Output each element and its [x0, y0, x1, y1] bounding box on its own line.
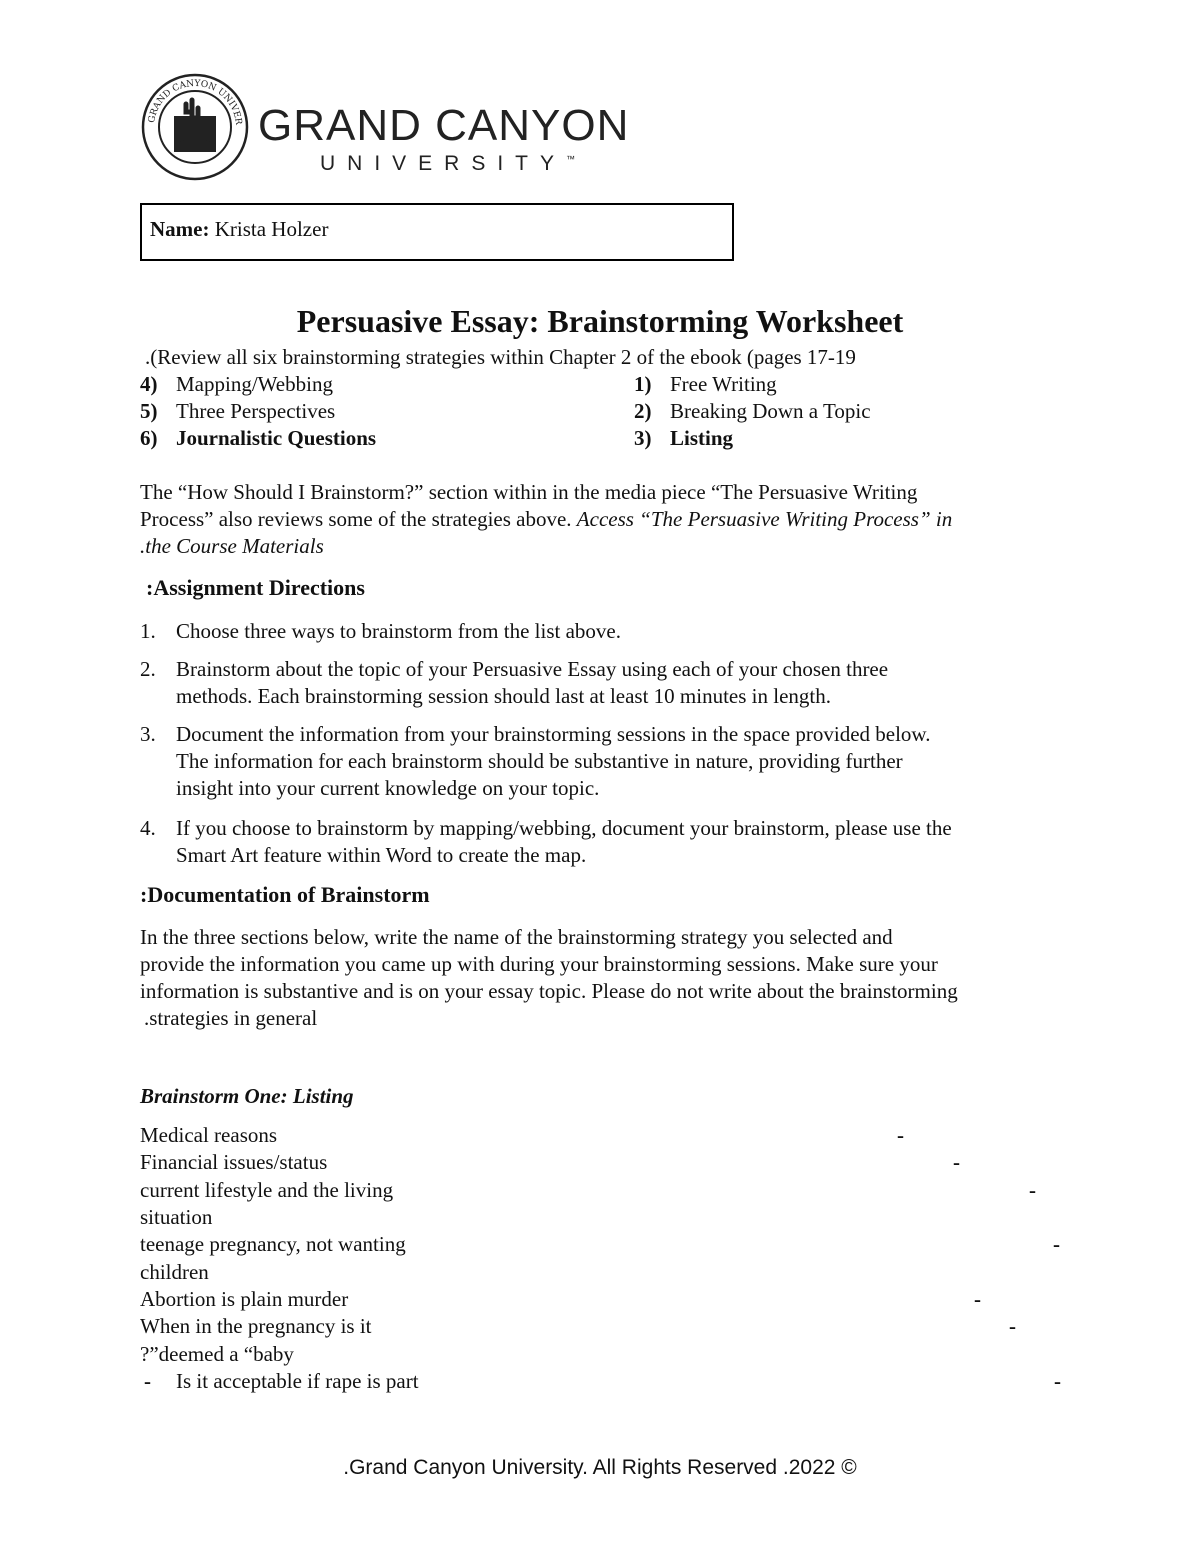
review-line: .(Review all six brainstorming strategies within Chapter 2 of the ebook (pages 17-19: [145, 345, 856, 369]
dash-marker: -: [974, 1287, 981, 1311]
list-item: Medical reasons: [140, 1123, 278, 1147]
documentation-paragraph: In the three sections below, write the name of the brainstorming strategy you selected and provide the information you came up with during your brainstorming sessions. Make sure your information is substantive and is on your essay topic. Please do not write about the brainstorming .strategies in general: [140, 925, 958, 1030]
university-wordmark: [258, 101, 630, 176]
dash-marker: -: [897, 1123, 904, 1147]
list-item: Is it acceptable if rape is part: [176, 1369, 419, 1393]
strategy-item: 3) Listing: [634, 426, 734, 450]
strategy-item: 2) Breaking Down a Topic: [634, 399, 871, 423]
assignment-directions-heading: :Assignment Directions: [146, 575, 365, 600]
copyright-footer: .Grand Canyon University. All Rights Reserved .2022 ©: [343, 1456, 857, 1479]
list-item: Financial issues/status: [140, 1150, 328, 1174]
dash-marker: -: [1009, 1314, 1016, 1338]
brainstorm-one-heading: Brainstorm One: Listing: [140, 1084, 354, 1108]
list-item: children: [140, 1260, 209, 1284]
intro-line: .the Course Materials: [140, 534, 324, 558]
dash-marker: -: [1053, 1232, 1060, 1256]
list-item: teenage pregnancy, not wanting: [140, 1232, 406, 1256]
dash-marker: -: [953, 1150, 960, 1174]
dash-marker: -: [1029, 1178, 1036, 1202]
trademark-symbol: ™: [566, 154, 576, 164]
university-seal-logo: [140, 72, 250, 182]
brainstorm-one-list: [140, 1122, 1070, 1412]
wordmark-line1: GRAND CANYON: [258, 101, 630, 150]
documentation-heading: :Documentation of Brainstorm: [140, 882, 430, 907]
name-box: [140, 203, 734, 261]
strategy-list-left: [140, 371, 376, 452]
strategy-list-right: [634, 371, 871, 452]
directions-list: 1. Choose three ways to brainstorm from the list above. 2. Brainstorm about the topic of your Persuasive Essay using each of your chosen three methods. Each brainstorming session should last at least 10 minutes in length. 3. Document the information from your brainstorming sessions in the space provided below. The information for each brainstorm should be substantive in nature, providing further insight into your current knowledge on your topic. 4. If you choose to brainstorm by mapping/webbing, document your brainstorm, please use the Smart Art feature within Word to create the map.: [140, 619, 952, 867]
list-item: ?”deemed a “baby: [140, 1342, 294, 1366]
strategy-item: 4) Mapping/Webbing: [140, 372, 333, 396]
intro-line: Process” also reviews some of the strategies above. Access “The Persuasive Writing Process” in: [140, 507, 953, 531]
name-value: Krista Holzer: [214, 217, 329, 241]
dash-marker: -: [1054, 1369, 1061, 1393]
name-field: [150, 217, 328, 242]
list-item: Abortion is plain murder: [140, 1287, 349, 1311]
wordmark-line2: UNIVERSITY™: [320, 152, 576, 175]
strategy-item: 6) Journalistic Questions: [140, 426, 377, 450]
list-item: When in the pregnancy is it: [140, 1314, 372, 1338]
intro-paragraph: [140, 479, 952, 560]
strategy-item: 1) Free Writing: [634, 372, 777, 396]
list-item: current lifestyle and the living: [140, 1178, 394, 1202]
list-item: situation: [140, 1205, 213, 1229]
intro-line: The “How Should I Brainstorm?” section within in the media piece “The Persuasive Writing: [140, 480, 918, 504]
page-title: Persuasive Essay: Brainstorming Worksheet: [296, 303, 904, 339]
name-label: Name:: [150, 217, 210, 241]
strategy-item: 5) Three Perspectives: [140, 399, 336, 423]
seal-text: GRAND CANYON UNIVER: [147, 78, 244, 126]
bullet-marker: -: [144, 1369, 151, 1393]
